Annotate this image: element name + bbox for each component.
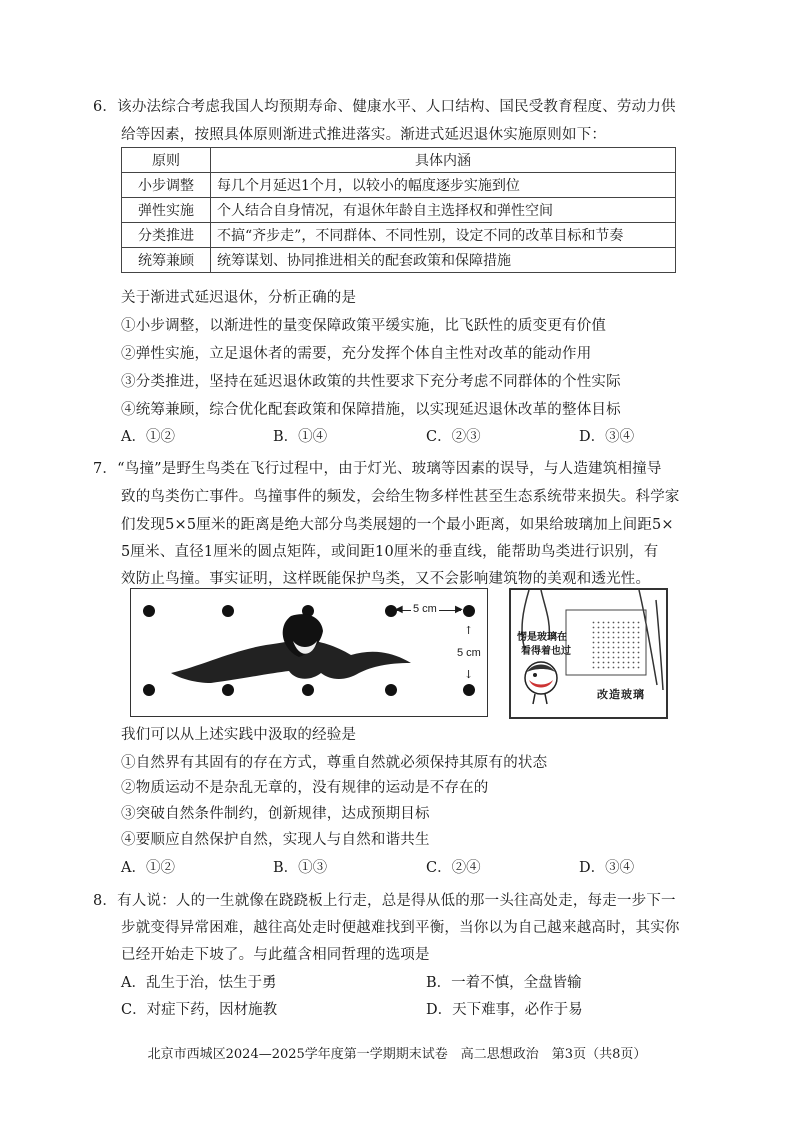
bird-silhouette-icon <box>171 611 411 691</box>
table-header-row <box>122 148 676 173</box>
arrow-head-right-icon: ▶ <box>455 604 463 615</box>
table-header: 具体内涵 <box>211 148 676 173</box>
table-cell: 每几个月延迟1个月，以较小的幅度逐步实施到位 <box>211 173 676 198</box>
page-footer: 北京市西城区2024—2025学年度第一学期期末试卷 高二思想政治 第3页（共8页） <box>147 1047 647 1062</box>
horizontal-distance-label: 5 cm <box>413 603 437 615</box>
q6-option-d[interactable]: D．③④ <box>579 429 635 445</box>
q6-statement-4: ④统筹兼顾，综合优化配套政策和保障措施，以实现延迟退休改革的整体目标 <box>121 402 621 418</box>
q6-option-c[interactable]: C．②③ <box>426 429 481 445</box>
q8-stem-line3: 已经开始走下坡了。与此蕴含相同哲理的选项是 <box>121 947 430 963</box>
bubble-text-1: 愣是玻璃在 <box>517 632 567 643</box>
q8-option-c[interactable]: C．对症下药，因材施教 <box>121 1002 278 1018</box>
q7-stem-line5: 效防止鸟撞。事实证明，这样既能保护鸟类，又不会影响建筑物的美观和透光性。 <box>121 571 651 587</box>
table-cell: 统筹兼顾 <box>122 248 211 273</box>
q8-stem-line1: 8．有人说：人的一生就像在跷跷板上行走，总是得从低的那一头往高处走，每走一步下一 <box>93 893 676 909</box>
q6-stem-line2: 给等因素，按照具体原则渐进式推进落实。渐进式延迟退休实施原则如下： <box>121 127 607 143</box>
table-row <box>122 248 676 273</box>
table-cell: 弹性实施 <box>122 198 211 223</box>
arrow-head-left-icon: ◀ <box>395 604 403 615</box>
q7-stem-line1: 7．“鸟撞”是野生鸟类在飞行过程中，由于灯光、玻璃等因素的误导，与人造建筑相撞导 <box>93 461 662 477</box>
sign-text: 改造玻璃 <box>597 688 645 701</box>
q7-option-b[interactable]: B．①③ <box>273 860 328 876</box>
table-cell: 小步调整 <box>122 173 211 198</box>
table-row <box>122 223 676 248</box>
q7-option-a[interactable]: A．①② <box>121 860 175 876</box>
table-cell: 不搞“齐步走”，不同群体、不同性别，设定不同的改革目标和节奏 <box>211 223 676 248</box>
q8-option-a[interactable]: A．乱生于治，怯生于勇 <box>121 975 277 991</box>
q6-stem-line1: 6．该办法综合考虑我国人均预期寿命、健康水平、人口结构、国民受教育程度、劳动力供 <box>93 99 676 115</box>
table-row <box>122 198 676 223</box>
q8-stem-line2: 步就变得异常困难，越往高处走时便越难找到平衡，当你以为自己越来越高时，其实你 <box>121 920 680 936</box>
principles-table <box>121 147 676 273</box>
bubble-text-2: 看得着也过 <box>521 646 571 657</box>
matrix-dot <box>463 684 475 696</box>
q8-option-b[interactable]: B．一着不慎，全盘皆输 <box>426 975 582 991</box>
glass-grid-icon <box>591 620 641 670</box>
q7-option-d[interactable]: D．③④ <box>579 860 635 876</box>
q6-statement-2: ②弹性实施，立足退休者的需要，充分发挥个体自主性对改革的能动作用 <box>121 346 592 362</box>
q8-option-d[interactable]: D．天下难事，必作于易 <box>426 1002 583 1018</box>
q6-statement-3: ③分类推进，坚持在延迟退休政策的共性要求下充分考虑不同群体的个性实际 <box>121 374 621 390</box>
q7-statement-3: ③突破自然条件制约，创新规律，达成预期目标 <box>121 806 430 822</box>
q6-option-a[interactable]: A．①② <box>121 429 175 445</box>
table-row <box>122 173 676 198</box>
q7-statement-4: ④要顺应自然保护自然，实现人与自然和谐共生 <box>121 832 430 848</box>
table-cell: 个人结合自身情况，有退休年龄自主选择权和弹性空间 <box>211 198 676 223</box>
matrix-dot <box>463 605 475 617</box>
vertical-distance-label: 5 cm <box>457 647 481 659</box>
q7-stem-line4: 5厘米、直径1厘米的圆点矩阵，或间距10厘米的垂直线，能帮助鸟类进行识别，有 <box>121 544 659 560</box>
q7-statement-1: ①自然界有其固有的存在方式，尊重自然就必须保持其原有的状态 <box>121 755 548 771</box>
matrix-dot <box>143 605 155 617</box>
q7-stem-line3: 们发现5×5厘米的距离是绝大部分鸟类展翅的一个最小距离，如果给玻璃加上间距5× <box>121 517 674 533</box>
q7-statement-2: ②物质运动不是杂乱无章的，没有规律的运动是不存在的 <box>121 780 489 796</box>
q7-question: 我们可以从上述实践中汲取的经验是 <box>121 727 357 743</box>
q7-stem-line2: 致的鸟类伤亡事件。鸟撞事件的频发，会给生物多样性甚至生态系统带来损失。科学家 <box>121 489 680 505</box>
q6-statement-1: ①小步调整，以渐进性的量变保障政策平缓实施，比飞跃性的质变更有价值 <box>121 318 607 334</box>
arrow-up-icon: ↑ <box>464 624 474 637</box>
arrow-down-icon: ↓ <box>464 668 474 681</box>
table-cell: 统筹谋划、协同推进相关的配套政策和保障措施 <box>211 248 676 273</box>
matrix-dot <box>143 684 155 696</box>
q6-question: 关于渐进式延迟退休，分析正确的是 <box>121 290 357 306</box>
q7-option-c[interactable]: C．②④ <box>426 860 481 876</box>
cartoon-figure <box>509 588 668 719</box>
table-header: 原则 <box>122 148 211 173</box>
dot-matrix-figure <box>130 588 488 717</box>
q6-option-b[interactable]: B．①④ <box>273 429 328 445</box>
table-cell: 分类推进 <box>122 223 211 248</box>
cartoon-bird-icon <box>519 658 565 706</box>
